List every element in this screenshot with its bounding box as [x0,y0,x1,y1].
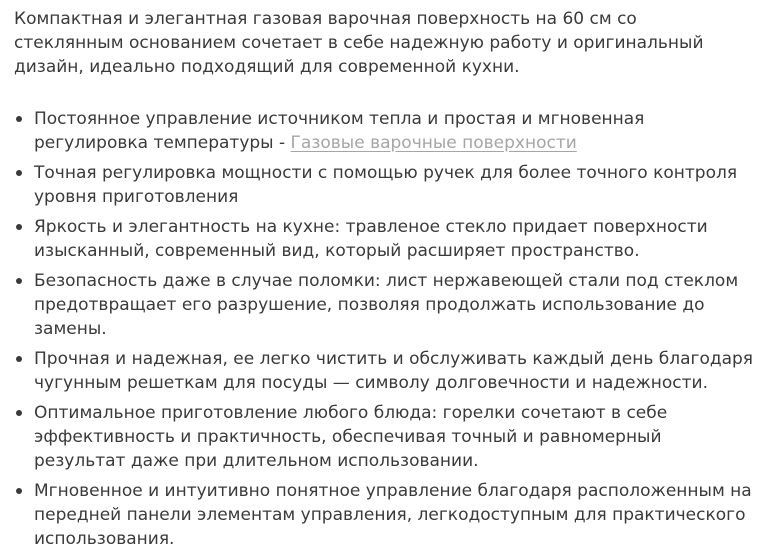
feature-text: Оптимальное приготовление любого блюда: горелки сочетают в себе эффективность и практичность, обеспечивая точный и равномерный результат даже при длительном использовании. [34,403,668,471]
bullet-icon [16,224,22,230]
bullet-icon [16,356,22,362]
feature-item [14,215,754,263]
feature-item [14,347,754,395]
bullet-icon [16,278,22,284]
feature-text: Яркость и элегантность на кухне: травленое стекло придает поверхности изысканный, современный вид, который расширяет пространство. [34,217,708,261]
feature-text: Прочная и надежная, ее легко чистить и обслуживать каждый день благодаря чугунным решеткам для посуды — символу долговечности и надежности. [34,349,754,393]
intro-paragraph: Компактная и элегантная газовая варочная поверхность на 60 см со стеклянным основанием сочетает в себе надежную работу и оригинальный дизайн, идеально подходящий для современной кухни. [14,9,704,77]
gas-hobs-link[interactable]: Газовые варочные поверхности [290,133,577,153]
bullet-icon [16,116,22,122]
feature-item [14,269,754,341]
feature-item [14,479,754,551]
features-list [14,107,753,551]
feature-text: Мгновенное и интуитивно понятное управление благодаря расположенным на передней панели элементам управления, легкодоступным для практического использования. [34,481,752,549]
feature-text: Безопасность даже в случае поломки: лист нержавеющей стали под стеклом предотвращает его разрушение, позволяя продолжать использование до замены. [34,271,739,339]
feature-text: Постоянное управление источником тепла и простая и мгновенная регулировка температуры - [34,109,645,153]
bullet-icon [16,410,22,416]
feature-text: Точная регулировка мощности с помощью ручек для более точного контроля уровня приготовления [34,163,738,207]
bullet-icon [16,170,22,176]
bullet-icon [16,488,22,494]
feature-item [14,161,754,209]
feature-item [14,107,754,155]
feature-item [14,401,754,473]
